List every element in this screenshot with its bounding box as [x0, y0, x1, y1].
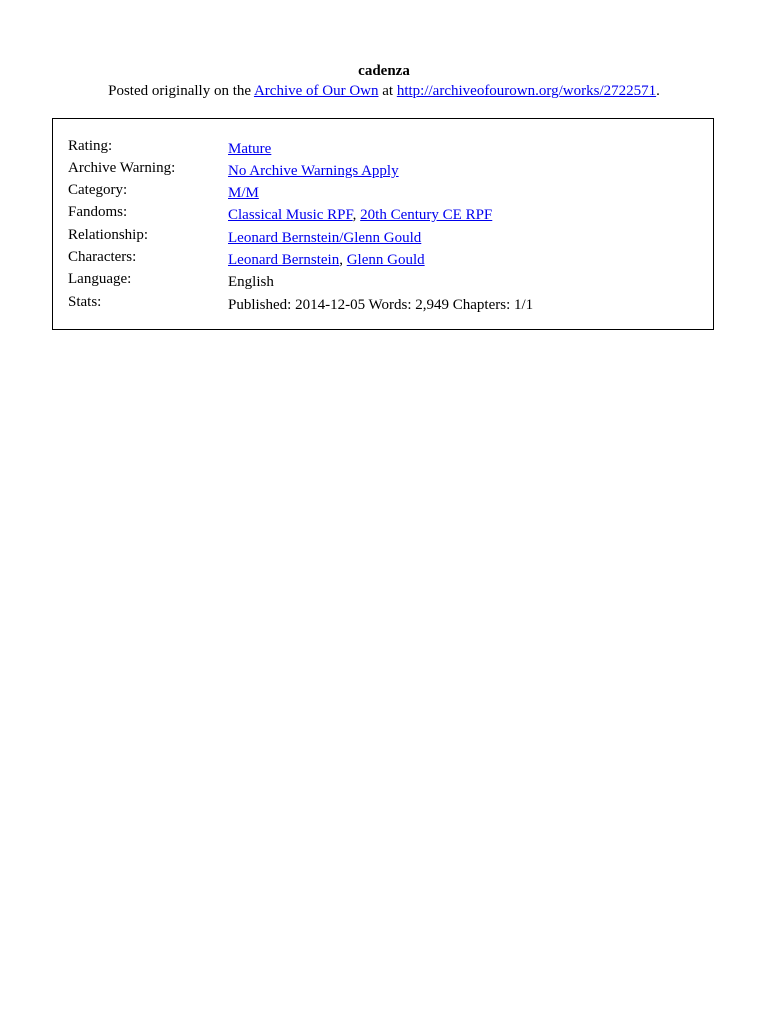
fandoms-label: Fandoms: — [68, 204, 128, 220]
stats-label: Stats: — [68, 294, 102, 310]
meta-row-relationship — [68, 226, 703, 248]
character-separator: , — [339, 252, 347, 268]
relationship-link[interactable]: Leonard Bernstein/Glenn Gould — [228, 230, 422, 246]
rating-link[interactable]: Mature — [228, 141, 272, 157]
fandom-link[interactable]: 20th Century CE RPF — [360, 207, 493, 223]
work-url-link[interactable]: http://archiveofourown.org/works/2722571 — [396, 83, 657, 99]
category-label: Category: — [68, 182, 128, 198]
character-link[interactable]: Glenn Gould — [346, 252, 425, 268]
category-link[interactable]: M/M — [228, 185, 259, 201]
posted-prefix: Posted originally on the — [108, 83, 254, 99]
work-title: cadenza — [358, 63, 410, 79]
meta-row-rating — [68, 137, 703, 159]
archive-link[interactable]: Archive of Our Own — [253, 83, 379, 99]
posted-suffix: . — [656, 83, 660, 99]
characters-label: Characters: — [68, 249, 137, 265]
relationship-label: Relationship: — [68, 227, 148, 243]
meta-row-stats — [68, 293, 703, 315]
character-link[interactable]: Leonard Bernstein — [228, 252, 340, 268]
rating-label: Rating: — [68, 138, 113, 154]
warning-label: Archive Warning: — [68, 160, 176, 176]
fandom-link[interactable]: Classical Music RPF — [228, 207, 353, 223]
work-metadata-box — [52, 118, 714, 330]
fandom-separator: , — [352, 207, 361, 223]
stats-value: Published: 2014-12-05 Words: 2,949 Chapters: 1/1 — [228, 297, 534, 313]
meta-row-characters — [68, 248, 703, 270]
language-value: English — [228, 274, 274, 290]
posted-at: at — [378, 83, 397, 99]
meta-row-language — [68, 270, 703, 292]
meta-row-warning — [68, 159, 703, 181]
meta-row-fandoms — [68, 203, 703, 225]
language-label: Language: — [68, 271, 132, 287]
posted-line — [0, 82, 768, 101]
meta-row-category — [68, 181, 703, 203]
warning-link[interactable]: No Archive Warnings Apply — [228, 163, 399, 179]
